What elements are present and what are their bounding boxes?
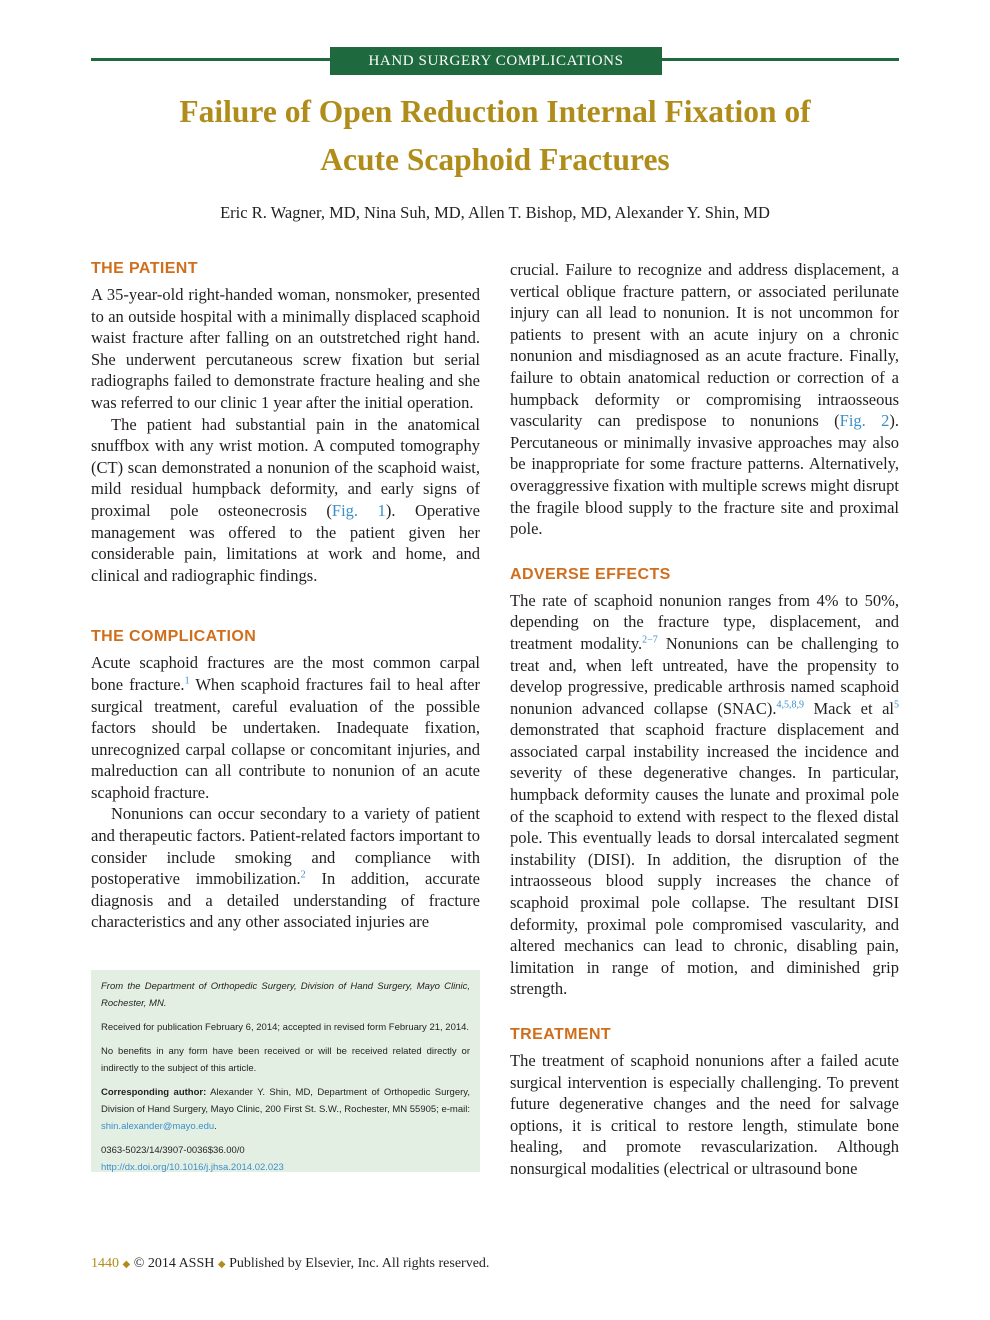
heading-adverse-effects: ADVERSE EFFECTS	[510, 565, 671, 583]
adverse-paragraph-1: The rate of scaphoid nonunion ranges from 4% to 50%, depending on the fracture type, displacement, and treatment modality.$^{2-7}$ Nonunions can be challenging to treat and, when left untreated, have the propensity to develop progressive, predicable arthrosis named scaphoid nonunion advanced collapse (SNAC).$^{4,5,8,9}$ Mack et al$^5$ demonstrated that scaphoid fracture displacement and associated carpal instability increased the incidence and severity of these degenerative changes. In particular, humpback deformity causes the lunate and proximal pole of the scaphoid to extend with respect to the flexed distal pole. This eventually leads to dorsal intercalated segment instability (DISI). In addition, the disruption of the intraosseous blood supply increases the chance of scaphoid proximal pole collapse. The resultant DISI deformity, proximal pole compromised vascularity, and altered mechanics can lead to chronic, disabling pain, limitation in range of motion, and diminished grip strength.	[510, 590, 899, 999]
heading-the-patient: THE PATIENT	[91, 260, 198, 277]
issn: 0363-5023/14/3907-0036$36.00/0	[101, 1145, 245, 1156]
section-tag: HAND SURGERY COMPLICATIONS	[330, 47, 662, 75]
affiliation: From the Department of Orthopedic Surgery, Division of Hand Surgery, Mayo Clinic, Rochester, MN.	[101, 981, 470, 1009]
fig-1-link[interactable]: Fig. 1	[331, 500, 386, 520]
received-dates: Received for publication February 6, 2014; accepted in revised form February 21, 2014.	[101, 1022, 470, 1033]
title-line-2: Acute Scaphoid Fractures	[320, 142, 670, 177]
patient-paragraph-2: The patient had substantial pain in the anatomical snuffbox with any wrist motion. A computed tomography (CT) scan demonstrated a nonunion of the scaphoid waist, mild residual humpback deformity, and early signs of proximal pole osteonecrosis (Fig. 1). Operative management was offered to the patient given her considerable pain, limitations at work and home, and clinical and radiographic findings.	[91, 414, 481, 585]
publisher: Published by Elsevier, Inc. All rights reserved.	[229, 1256, 490, 1271]
page-footer	[91, 1256, 489, 1272]
corresponding-author: Corresponding author: Alexander Y. Shin, MD, Department of Orthopedic Surgery, Division of Hand Surgery, Mayo Clinic, 200 First St. S.W., Rochester, MN 55905; e-mail: shin.alexander@mayo.edu.	[101, 1087, 470, 1132]
article-info-box	[91, 970, 480, 1172]
complication-paragraph-3: crucial. Failure to recognize and address displacement, a vertical oblique fracture pattern, or associated perilunate injury can all lead to nonunion. It is not uncommon for patients to present with an acute injury on a chronic nonunion and misdiagnosed as an acute fracture. Finally, failure to obtain anatomical reduction or correction of a humpback deformity or compromising intraosseous vascularity can predispose to nonunions (Fig. 2). Percutaneous or minimally invasive approaches may also be inappropriate for some fracture patterns. Alternatively, overaggressive fixation with multiple screws might disrupt the fragile blood supply to the fracture site and proximal pole.	[510, 260, 899, 539]
heading-the-complication: THE COMPLICATION	[91, 628, 257, 646]
heading-treatment: TREATMENT	[510, 1026, 612, 1043]
authors: Eric R. Wagner, MD, Nina Suh, MD, Allen T. Bishop, MD, Alexander Y. Shin, MD	[220, 203, 770, 222]
right-column	[510, 259, 899, 1180]
title-line-1: Failure of Open Reduction Internal Fixation of	[179, 94, 811, 129]
ref-link[interactable]: 2	[300, 869, 306, 881]
article-title	[91, 88, 899, 184]
page-number: 1440	[91, 1256, 119, 1271]
patient-paragraph-1: A 35-year-old right-handed woman, nonsmoker, presented to an outside hospital with a minimally displaced scaphoid waist fracture after falling on an outstretched right hand. She underwent percutaneous screw fixation but serial radiographs failed to demonstrate fracture healing and she was referred to our clinic 1 year after the initial operation.	[91, 285, 480, 412]
fig-2-link[interactable]: Fig. 2	[839, 411, 890, 431]
complication-paragraph-2: Nonunions can occur secondary to a variety of patient and therapeutic factors. Patient-related factors important to consider include smoking and compliance with postoperative immobilization.$^2$ In addition, accurate diagnosis and a detailed understanding of fracture characteristics and any other associated injuries are	[91, 804, 480, 932]
ref-link[interactable]: 4,5,8,9	[776, 699, 804, 711]
copyright: © 2014 ASSH	[133, 1256, 215, 1271]
separator-icon: ◆	[217, 1259, 226, 1270]
treatment-paragraph-1: The treatment of scaphoid nonunions after a failed acute surgical intervention is especially challenging. To prevent future degenerative changes and the need for salvage options, it is critical to restore length, stimulate bone healing, and promote revascularization. Although nonsurgical modalities (electrical or ultrasound bone	[510, 1051, 899, 1178]
email-link[interactable]: shin.alexander@mayo.edu	[101, 1121, 215, 1132]
ref-link[interactable]: 5	[894, 699, 899, 711]
left-column	[91, 258, 480, 933]
ref-link[interactable]: 2−7	[642, 634, 658, 646]
complication-paragraph-1: Acute scaphoid fractures are the most common carpal bone fracture.$^1$ When scaphoid fractures fail to heal after surgical treatment, careful evaluation of the possible factors should be undertaken. Inadequate fixation, unrecognized carpal collapse or concomitant injuries, and malreduction can all contribute to nonunion of an acute scaphoid fracture.	[91, 653, 480, 802]
ref-link[interactable]: 1	[184, 675, 190, 687]
doi-link[interactable]: http://dx.doi.org/10.1016/j.jhsa.2014.02.023	[101, 1162, 284, 1173]
benefits-statement: No benefits in any form have been received or will be received related directly or indirectly to the subject of this article.	[101, 1046, 470, 1074]
separator-icon: ◆	[122, 1259, 131, 1270]
